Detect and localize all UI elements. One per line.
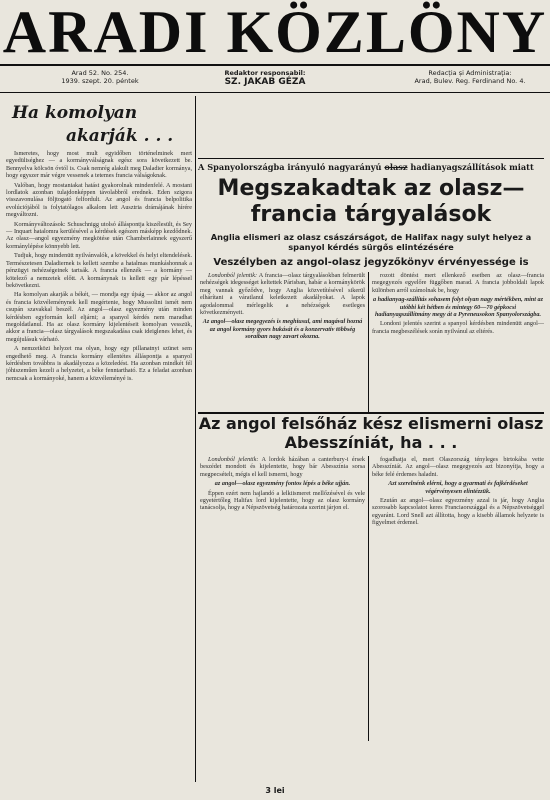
second-article-col-1 [200,456,365,741]
paragraph: Londoni jelentés szerint a spanyol kérdésben mindenütt angol—francia megbeszélések során nyilvánul az eltérés. [372,320,544,335]
kicker-text-end: hadianyagszállítások miatt [410,162,534,172]
editor-info [205,69,325,86]
paragraph: Tudjuk, hogy mindenütt nyilvánvalók, a kövekkel és helyi eltendelések. Természetesen Daladiernek is kellett szembe a hatalmas munkáshonnak a pénzügyi nehézségeinek tartsák. A francia ellenzék — a kormány — kötelező a nemzetek előtt. A kormánynak is kellett egy pár lépéssel bekövetkezni. [6,252,192,289]
italic-pullquote: Az angol—olasz megegyezés is meghiusul, ami magával hozná az angol kormány gyors bukását és a konzervativ többség soraiban nagy zavart okozna. [202,318,363,341]
office-info [400,69,540,85]
paragraph: Kormányváltozások: Schuschnigg utolsó álláspontja kiszélesült, és Sey — Inquart hatalomra kerülésével a kérdések egészen másképp kezdődnek. Az olasz—angol egyezmény megkötése után Chamberlainnek egyszerű kormánylépése könnyebb lett. [6,220,192,250]
main-headline: Megszakadtak az olasz—francia tárgyalások [217,176,525,227]
paragraph: Éppen ezért nem hajlandó a lelkiismeret mellőzésével és vele egyetértőleg Halifax lord kijelentette, hogy az olasz kormány tanácsolja, hogy a Népszövetség határozata szerint járjon el. [200,489,365,512]
issue-info: Arad 52. No. 254. 1939. szept. 20. péntek [61,69,139,85]
paragraph: rozott döntést mert ellenkező esetben az olasz—francia megegyezés egyelőre függőben marad. A francia jobboldali lapok különben arról számolnak be, hogy [372,272,544,294]
paragraph [200,456,365,478]
kicker-line [198,160,544,174]
italic-pullquote: az angol—olasz egyezmény fontos lépés a béke ujján. [214,480,351,488]
paragraph [200,272,365,316]
section-divider [198,158,544,159]
column-divider [368,456,369,741]
italic-pullquote: Azt szerelnénk elérni, hogy a gyarmati és fajkérdéseket végérvényesen elintézzük. [388,480,528,495]
left-article-heading-2: akarják . . . [66,126,174,146]
editor-label: Redaktor responsabil: [224,69,306,77]
office-address: Arad, Bulev. Reg. Ferdinand No. 4. [414,77,526,85]
paragraph: A nemzetközi helyzet ma olyan, hogy egy pillanatnyi szünet sem engedhető meg. A francia kormány ellentétes álláspontja a spanyol kérdésben továbbra is akadályozza a közeledést. Ha azonban mindkét fél jóhiszeműen kezeli a helyzetet, a béke fenntartható. Ez a feladat azonban nemcsak a kormányoké, hanem a közvéleményé is. [6,345,192,382]
column-divider [195,96,196,782]
kicker-text: A Spanyolországba irányuló nagyarányú [198,162,382,172]
editor-name: SZ. JAKAB GÉZA [224,77,306,87]
left-article [6,96,192,782]
paragraph: Ezután az angol—olasz egyezmény azzal is jár, hogy Anglia szorosabb kapcsolatot keres Franciaországgal és a Népszövetséggel egyaránt. Lord Snell azt állította, hogy a kisebb államok helyzete is figyelmet érdemel. [372,497,544,527]
italic-pullquote: a hadianyag-szállítás sohasem folyt olyan nagy mértékben, mint az utóbbi két hétben és mintegy 60—70 gépkocsi hadianyagszállítmány megy át a Pyreneusokon Spanyolországba. [373,296,543,319]
main-subheadline: Veszélyben az angol-olasz jegyzőkönyv érvényessége is [213,257,529,268]
page-price: 3 lei [265,786,285,795]
subhead-bar [0,64,550,93]
kicker-struck-word: olasz [384,162,408,172]
newspaper-title: ARADI KÖZLÖNY [2,0,548,65]
paragraph-text: A lordok házában a canterbury-i érsek beszédet mondott és kijelentette, hogy bár Abesszínia sorsa megpecsételt, mégis el kell ismerni, hogy [200,456,365,478]
left-article-heading-1: Ha komolyan [12,103,138,123]
main-article-col-1 [200,272,365,412]
paragraph: Valóban, hogy mostaniakat hatást gyakorolnak mindenfelé. A mostani lordlatok azonban tulajdonképpen távolabbról erednek. Eden szigora visszavonulása följtogató felfordult. Az angol és francia belpolitika evolúciójából is folytatólagos alkalom lett Ausztria drámájának hírére megváltozni. [6,181,192,219]
paragraph: Ismeretes, hogy most mult egyidőben történelminek mert egyedüliséghez — a kormányválságnak egész sora következett be. Bennyelva kölcsön óvtól is. Csak nemrég alakult meg Daladier kormánya, hogy egyszer már végre vessenek a tetemes francia válságoknak. [6,150,192,180]
paragraph: fogadhatja el, mert Olaszország tényleges birtokába vette Abesszíniát. Az angol—olasz megegyezés azt bizonyítja, hogy a béke felé érdemes haladni. [372,456,544,478]
column-divider [368,272,369,412]
masthead [0,0,550,64]
dateline: Londonból jelentik: [208,272,258,279]
paragraph: Ha komolyan akarják a békét, — mondja egy újság — akkor az angol és francia közvéleménynek kell megértenie, hogy Mussolini ismét nem csupán szavakkal beszél. Az angol—olasz egyezmény után minden kérdésben egyformán kell eljárni; a spanyol kérdés nem maradhat megoldatlanul. Ha az olasz kormány kijelentéseit komolyan vesszük, akkor a francia—olasz tárgyalások megszakadása csak ideiglenes lehet, és megújulásuk várható. [6,291,192,343]
main-deck: Anglia elismeri az olasz császárságot, de Halifax nagy sulyt helyez a spanyol kérdés sürgős elintézésére [210,232,532,252]
left-article-body [6,150,192,382]
office-label: Redacția și Administrația: [428,69,512,77]
main-article-col-2 [372,272,544,412]
dateline: Londonból jelentik: [208,456,259,463]
second-headline: Az angol felsőház kész elismerni olasz Abesszíniát, ha . . . [198,414,544,452]
second-article-col-2 [372,456,544,741]
paragraph-text: A francia—olasz tárgyalásokban felmerült nehézségek idegességet keltettek Párisban, habár a kormánykörök meg vannak győződve, hogy Anglia közvetítésével sikerül elhárítani a váratlanul keletkezett akadályokat. A lapok agodalommal mérlegelik a nehézségek esetleges következményeit. [200,272,365,317]
